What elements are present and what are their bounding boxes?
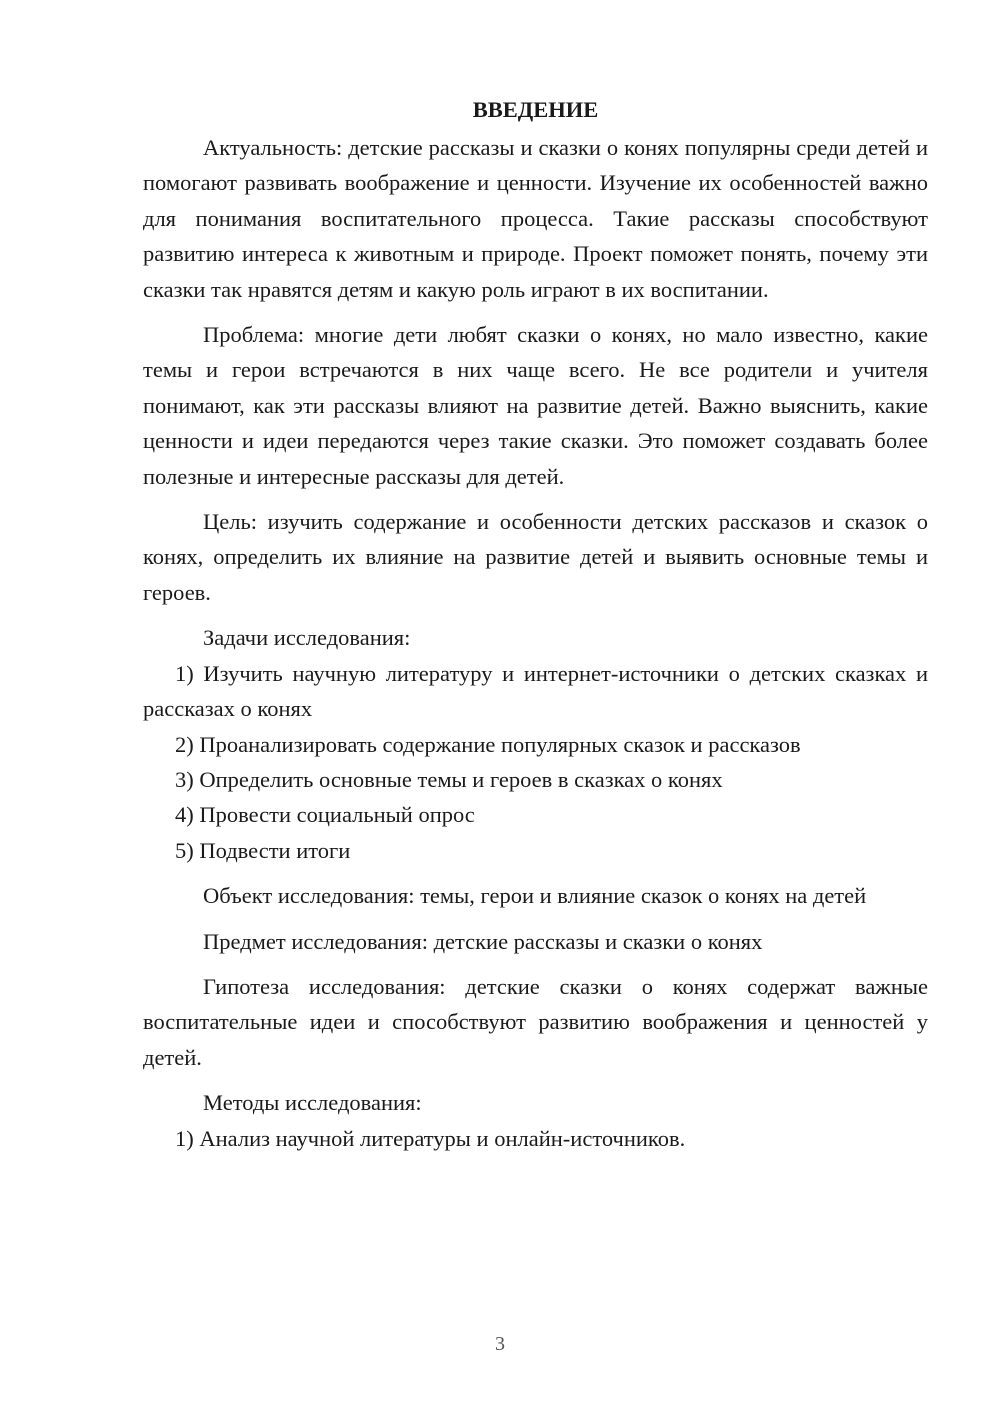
task-item: 1) Изучить научную литературу и интернет-источники о детских сказках и рассказах о конях <box>143 660 928 722</box>
task-item: 2) Проанализировать содержание популярных сказок и рассказов <box>175 731 801 757</box>
subject-paragraph: Предмет исследования: детские рассказы и сказки о конях <box>203 928 763 954</box>
method-item: 1) Анализ научной литературы и онлайн-источников. <box>175 1125 686 1151</box>
tasks-heading: Задачи исследования: <box>203 625 411 651</box>
task-item: 3) Определить основные темы и героев в сказках о конях <box>175 766 723 792</box>
page-body <box>143 90 928 1156</box>
section-title: ВВЕДЕНИЕ <box>472 97 599 122</box>
task-item: 5) Подвести итоги <box>175 837 351 863</box>
hypothesis-paragraph: Гипотеза исследования: детские сказки о конях содержат важные воспитательные идеи и способствуют развитию воображения и ценностей у детей. <box>143 973 928 1070</box>
methods-heading: Методы исследования: <box>203 1090 422 1116</box>
task-item: 4) Провести социальный опрос <box>175 802 475 828</box>
problem-paragraph: Проблема: многие дети любят сказки о конях, но мало известно, какие темы и герои встречаются в них чаще всего. Не все родители и учителя понимают, как эти рассказы влияют на развитие детей. Важно выяснить, какие ценности и идеи передаются через такие сказки. Это поможет создавать более полезные и интересные рассказы для детей. <box>143 322 928 489</box>
goal-paragraph: Цель: изучить содержание и особенности детских рассказов и сказок о конях, определить их влияние на развитие детей и выявить основные темы и героев. <box>143 509 928 605</box>
relevance-paragraph: Актуальность: детские рассказы и сказки о конях популярны среди детей и помогают развивать воображение и ценности. Изучение их особенностей важно для понимания воспитательного процесса. Такие рассказы способствуют развитию интереса к животным и природе. Проект поможет понять, почему эти сказки так нравятся детям и какую роль играют в их воспитании. <box>143 135 928 302</box>
object-paragraph: Объект исследования: темы, герои и влияние сказок о конях на детей <box>203 883 867 909</box>
page-number: 3 <box>495 1333 505 1355</box>
